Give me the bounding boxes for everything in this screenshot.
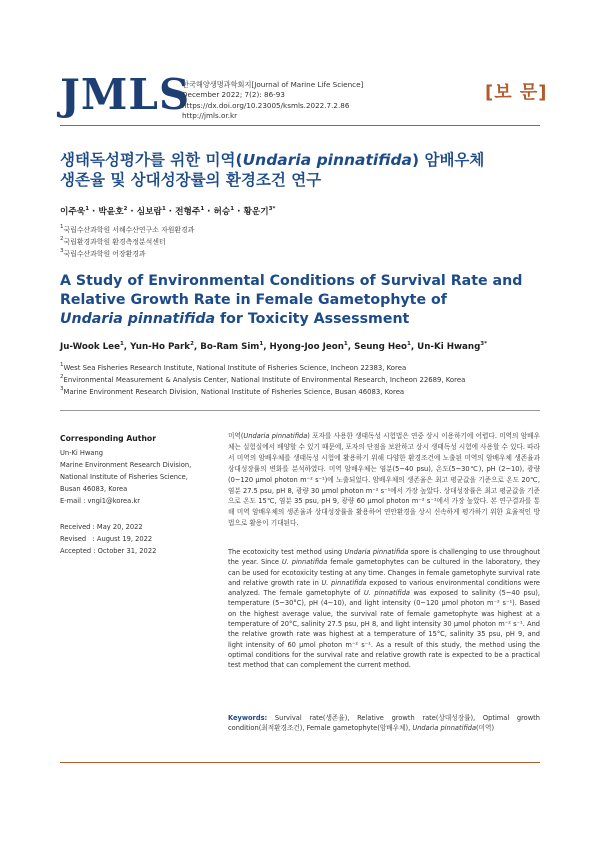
journal-url[interactable]: http://jmls.or.kr (182, 110, 238, 120)
doi-link[interactable]: https://dx.doi.org/10.23005/ksmls.2022.7.2.86 (182, 100, 350, 110)
corresponding-author-address-1: Marine Environment Research Division, (60, 461, 192, 469)
corresponding-author-heading: Corresponding Author (60, 434, 156, 443)
journal-name: 한국해양생명과학회지[Journal of Marine Life Science] (182, 80, 364, 89)
korean-title-line-2: 생존율 및 상대성장률의 환경조건 연구 (60, 171, 322, 189)
footer-divider (60, 762, 540, 763)
english-abstract: The ecotoxicity test method using Undaria pinnatifida spore is challenging to use throughout the year. Since U. pinnatifida female gametophytes can be cultured in the laboratory, they can be used for ecotoxicity testing at any time. Changes in female gametophyte survival rate and relative growth rate in U. pinnatifida exposed to various environmental conditions were analyzed. The female gametophyte of U. pinnatifida was exposed to salinity (5~40 psu), temperature (5~30°C), pH (4~10), and light intensity (0~120 μmol photon m⁻² s⁻¹). Based on the highest average value, the survival rate of female gametophyte was highest at a temperature of 20°C, salinity 27.5 psu, pH 8, and light intensity 30 μmol photon m⁻² s⁻¹. And the relative growth rate was highest at a temperature of 15°C, salinity 35 psu, pH 9, and light intensity of 60 μmol photon m⁻² s⁻¹. As a result of this study, the method using the optimal conditions for the survival rate and relative growth rate is expected to be a practical test method that can complement the current method. (228, 548, 541, 670)
korean-authors: 이주욱$^1$ · 박윤호$^2$ · 심보람$^1$ · 전형주$^1$ · 허승$^1$ · 황운기$^{3*}$ (60, 206, 276, 217)
english-title-line-2: Relative Growth Rate in Female Gametophyte of (60, 292, 447, 308)
english-affiliation-3: $^3$Marine Environment Research Division, National Institute of Fisheries Science, Busan 46083, Korea (60, 386, 405, 396)
corresponding-author-email[interactable]: E-mail : vngi1@korea.kr (60, 497, 141, 505)
keywords: Keywords: Survival rate(생존율), Relative growth rate(상대성장률), Optimal growth condition(최적환경조건), Female gametophyte(암배우체), Undaria pinnatifida(미역) (228, 714, 540, 733)
korean-affiliation-1: $^1$국립수산과학원 서해수산연구소 자원환경과 (60, 224, 195, 234)
english-title-line-1: A Study of Environmental Conditions of Survival Rate and (60, 273, 523, 289)
revised-date: Revised : August 19, 2022 (60, 535, 153, 543)
corresponding-author-name: Un-Ki Hwang (60, 449, 103, 457)
english-authors: Ju-Wook Lee$^1$, Yun-Ho Park$^2$, Bo-Ram Sim$^1$, Hyong-Joo Jeon$^1$, Seung Heo$^1$, Un-Ki Hwang$^{3*}$ (60, 341, 487, 352)
header-divider (60, 125, 540, 126)
english-affiliation-2: $^2$Environmental Measurement & Analysis Center, National Institute of Environmental Research, Incheon 22689, Korea (60, 374, 466, 384)
article-type-badge: [보 문] (485, 82, 548, 103)
corresponding-author-address-2: National Institute of Fisheries Science, (60, 473, 188, 481)
korean-title-line-1: 생태독성평가를 위한 미역(Undaria pinnatifida) 암배우체 (60, 151, 485, 169)
journal-logo: JMLS (60, 70, 191, 119)
received-date: Received : May 20, 2022 (60, 523, 143, 531)
journal-info (182, 80, 363, 121)
section-divider (60, 410, 540, 411)
english-affiliation-1: $^1$West Sea Fisheries Research Institute, National Institute of Fisheries Science, Incheon 22383, Korea (60, 362, 407, 372)
korean-affiliation-2: $^2$국립환경과학원 환경측정분석센터 (60, 236, 166, 246)
keywords-label: Keywords: (228, 714, 268, 722)
journal-issue: December 2022; 7(2): 86-93 (182, 90, 285, 100)
accepted-date: Accepted : October 31, 2022 (60, 547, 157, 555)
korean-affiliation-3: $^3$국립수산과학원 어장환경과 (60, 248, 146, 258)
corresponding-author-address-3: Busan 46083, Korea (60, 485, 128, 493)
english-title-line-3: Undaria pinnatifida for Toxicity Assessment (60, 311, 410, 327)
korean-abstract: 미역(Undaria pinnatifida) 포자를 사용한 생태독성 시험법은 연중 상시 이용하기에 어렵다. 미역의 암배우체는 실험실에서 배양할 수 있기 때문에, 포자의 단점을 보완하고 상시 생태독성 시험에 사용할 수 있다. 따라서 미역의 암배우체를 생태독성 시험에 활용하기 위해 다양한 환경조건에 노출된 미역의 암배우체 생존율과 상대성장률의 변화를 분석하였다. 미역 암배우체는 염분(5~40 psu), 온도(5~30℃), pH (2~10), 광량(0~120 μmol photon m⁻² s⁻¹)에 노출되었다. 암배우체의 생존율은 최고 평균값을 기준으로 온도 20℃, 염분 27.5 psu, pH 8, 광량 30 μmol photon m⁻² s⁻¹에서 가장 높았다. 상대성장률은 최고 평균값을 기준으로 온도 15℃, 염분 35 psu, pH 9, 광량 60 μmol photon m⁻² s⁻¹에서 가장 높았다. 본 연구결과를 통해 미역 암배우체의 생존율과 상대성장률을 활용하여 연안환경을 상시 신속하게 평가하기 위한 효율적인 방법으로 활용이 기대된다. (228, 432, 540, 528)
